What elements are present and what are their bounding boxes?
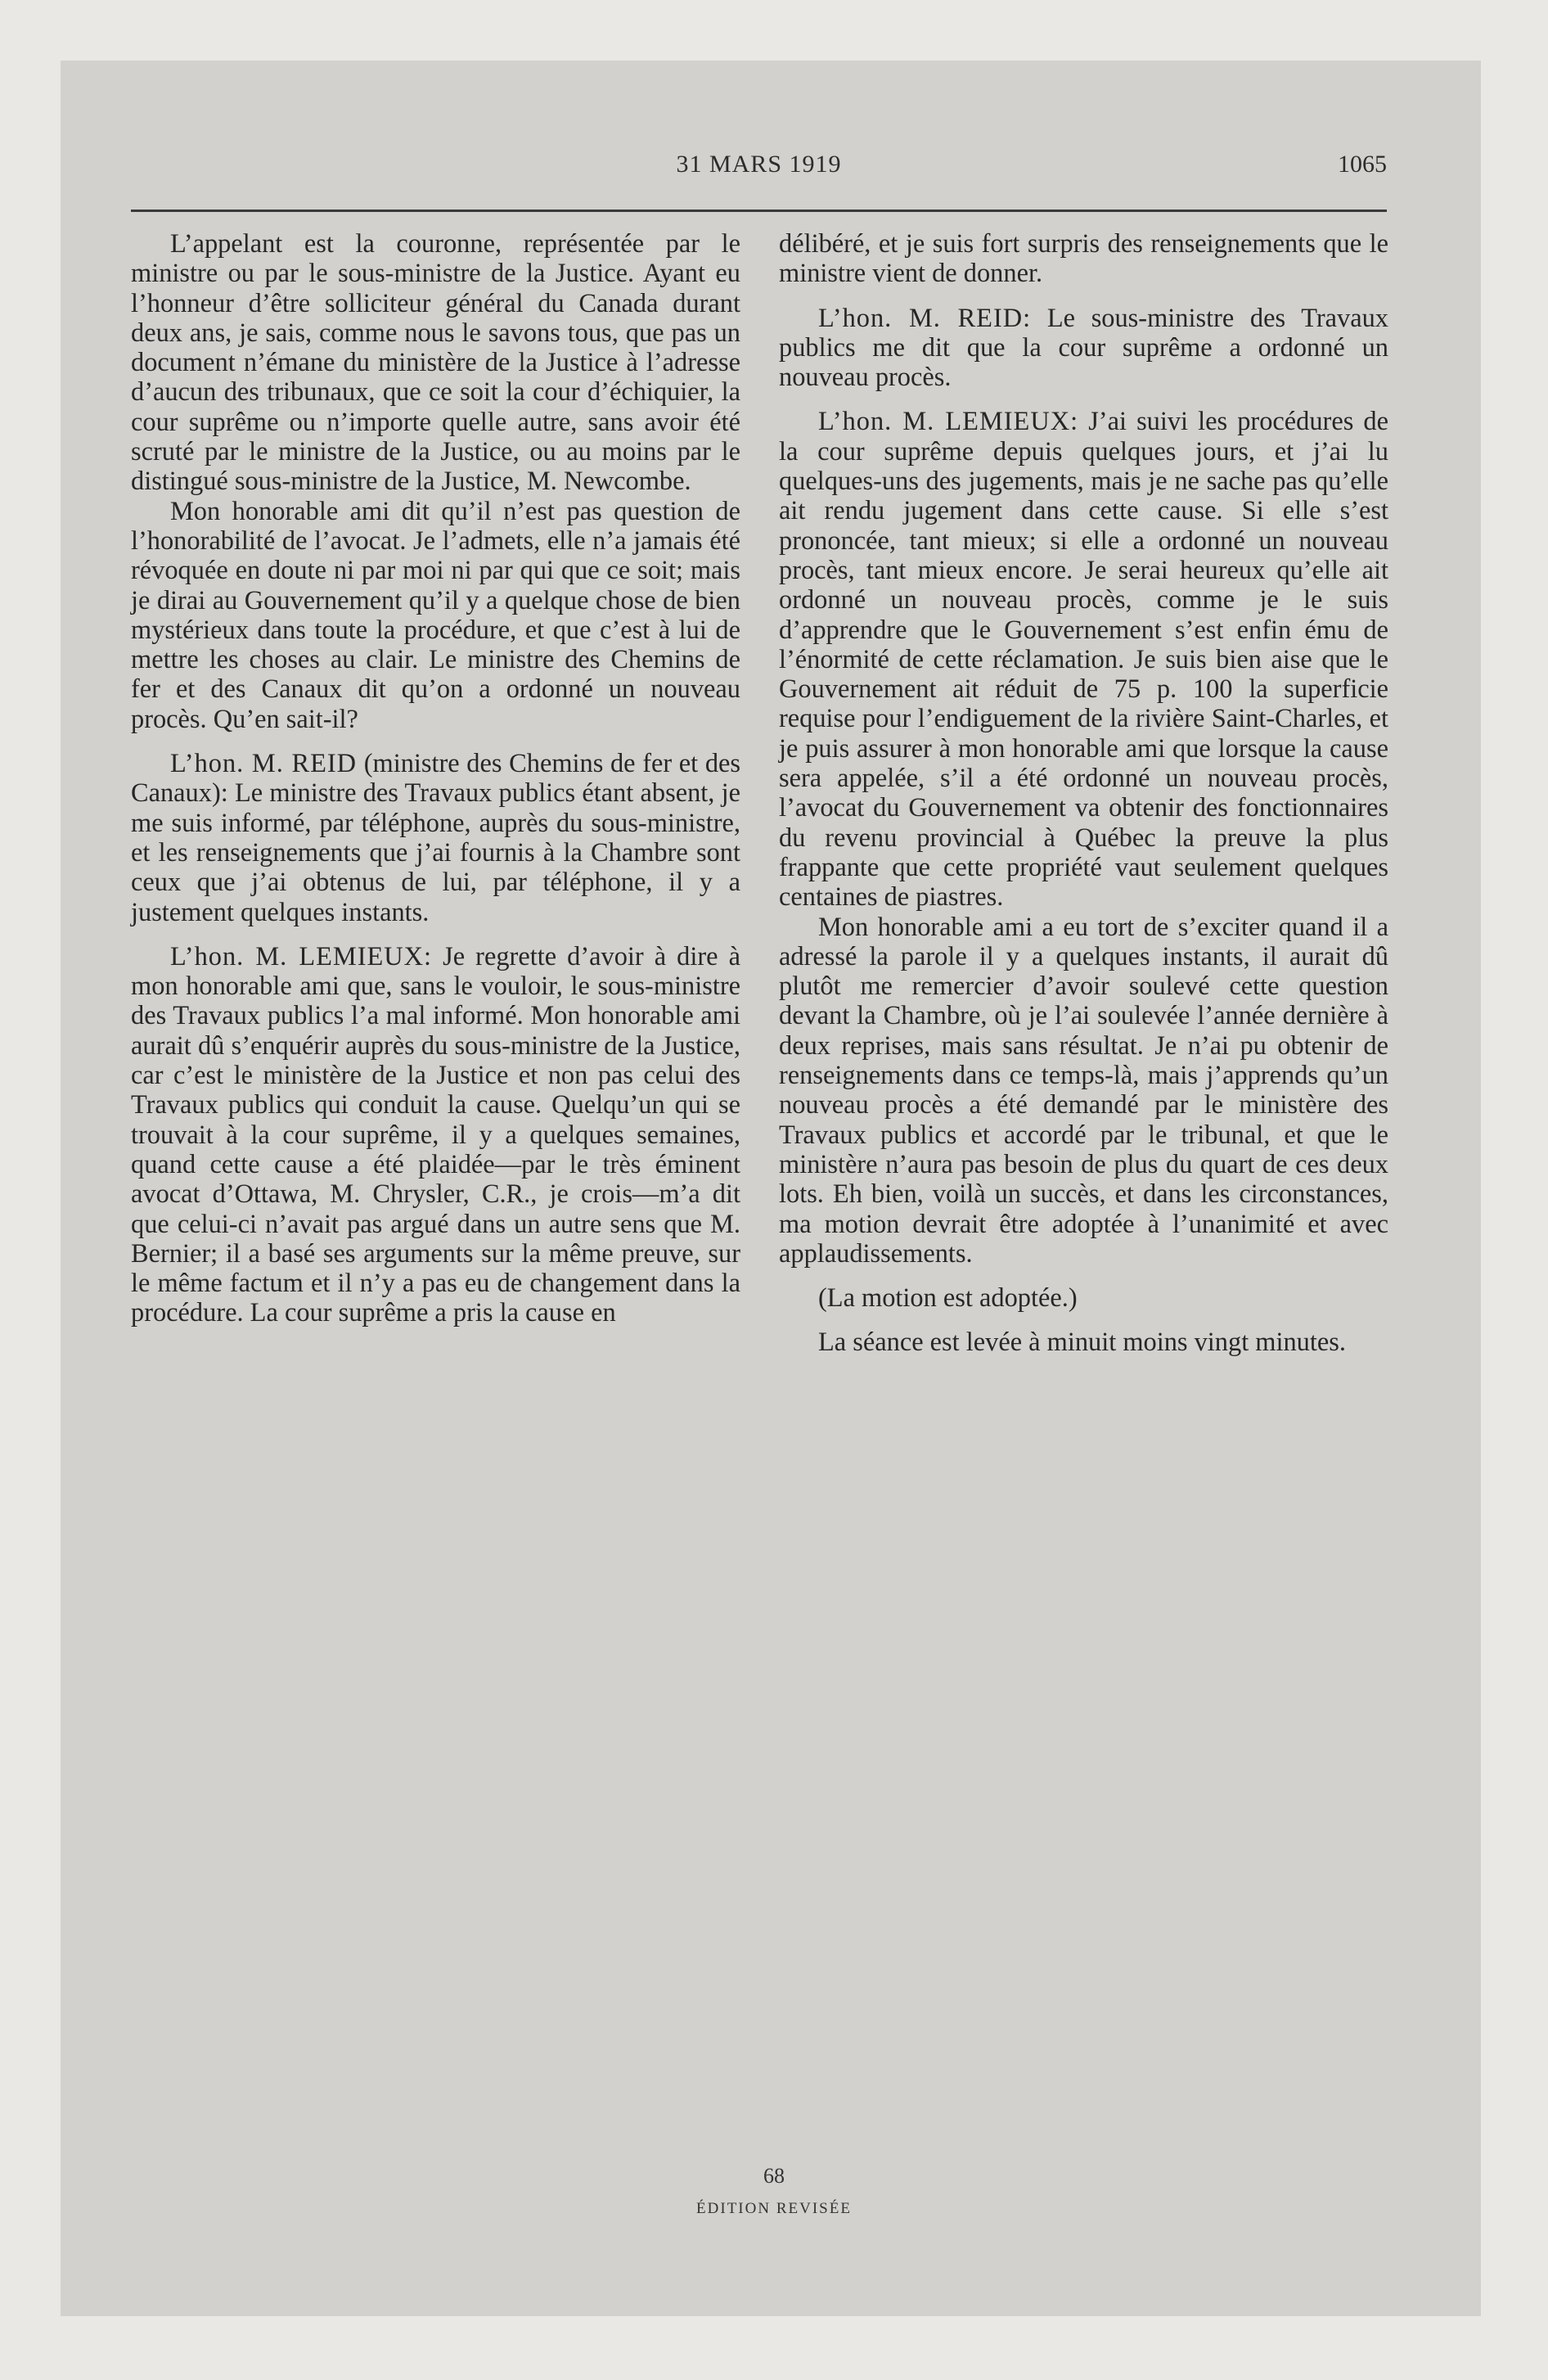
speech-paragraph — [779, 304, 1388, 393]
speech-text: Le sous-ministre des Travaux publics me dit que la cour suprême a ordonné un nouveau procès. — [779, 303, 1388, 393]
speech-paragraph — [131, 749, 740, 927]
paragraph: Mon honorable ami dit qu’il n’est pas question de l’honorabilité de l’avocat. Je l’admets, elle n’a jamais été révoquée en doute ni par moi ni par qui que ce soit; mais je dirai au Gouvernement qu’il y a quelque chose de bien mystérieux dans toute la procédure, et que c’est à lui de mettre les choses au clair. Le ministre des Chemins de fer et des Canaux dit qu’on a ordonné un nouveau procès. Qu’en sait-il? — [131, 496, 740, 734]
speaker-name: L’hon. M. REID: — [818, 303, 1032, 333]
paragraph: L’appelant est la couronne, représentée par le ministre ou par le sous-ministre de la Justice. Ayant eu l’honneur d’être solliciteur général du Canada durant deux ans, je sais, comme nous le savons tous, que pas un document n’émane du ministère de la Justice à l’adresse d’aucun des tribunaux, que ce soit la cour d’échiquier, la cour suprême ou n’importe quelle autre, sans avoir été scruté par le ministre de la Justice, ou au moins par le distingué sous-ministre de la Justice, M. Newcombe. — [131, 229, 740, 497]
speech-paragraph — [131, 942, 740, 1328]
paragraph: Mon honorable ami a eu tort de s’exciter quand il a adressé la parole il y a quelques instants, il aurait dû plutôt me remercier d’avoir soulevé cette question devant la Chambre, où je l’ai soulevée l’année dernière à deux reprises, mais sans résultat. Je n’ai pu obtenir de renseignements dans ce temps-là, mais j’apprends qu’un nouveau procès a été demandé par le ministère des Travaux publics et accordé par le tribunal, et que le ministère n’aura pas besoin de plus du quart de ces deux lots. Eh bien, voilà un succès, et dans les circonstances, ma motion devrait être adoptée à l’unanimité et avec applaudissements. — [779, 912, 1388, 1269]
speech-text: (ministre des Chemins de fer et des Canaux): Le ministre des Travaux publics étant absent, je me suis informé, par téléphone, auprès du sous-ministre, et les renseignements que j’ai fournis à la Chambre sont ceux que j’ai obtenus de lui, par téléphone, il y a justement quelques instants. — [131, 749, 740, 927]
speech-text: J’ai suivi les procédures de la cour suprême depuis quelques jours, et j’ai lu quelques-uns des jugements, mais je ne sache pas qu’elle ait rendu jugement dans cette cause. Si elle s’est prononcée, tant mieux; si elle a ordonné un nouveau procès, tant mieux encore. Je serai heureux qu’elle ait ordonné un nouveau procès, comme je le suis d’apprendre que le Gouvernement s’est enfin ému de l’énormité de cette réclamation. Je suis bien aise que le Gouvernement ait réduit de 75 p. 100 la superficie requise pour l’endiguement de la rivière Saint-Charles, et je puis assurer à mon honorable ami que lorsque la cause sera appelée, s’il a été ordonné un nouveau procès, l’avocat du Gouvernement va obtenir des fonctionnaires du revenu provincial à Québec la preuve la plus frappante que cette propriété vaut seulement quelques centaines de piastres. — [779, 407, 1388, 913]
paragraph: délibéré, et je suis fort surpris des renseignements que le ministre vient de donner. — [779, 229, 1388, 289]
header-date: 31 MARS 1919 — [676, 151, 842, 178]
speaker-name: L’hon. M. LEMIEUX: — [170, 941, 433, 971]
speech-paragraph — [779, 407, 1388, 912]
signature-number: 68 — [763, 2164, 785, 2188]
right-column — [779, 229, 1388, 1358]
speaker-name: L’hon. M. REID — [170, 749, 358, 779]
edition-label: ÉDITION REVISÉE — [696, 2200, 852, 2217]
header-rule — [131, 210, 1387, 212]
page-header — [131, 151, 1387, 180]
header-page-number: 1065 — [1338, 151, 1387, 178]
speaker-name: L’hon. M. LEMIEUX: — [818, 407, 1079, 437]
motion-note: (La motion est adoptée.) — [818, 1283, 1078, 1314]
closing-note: La séance est levée à minuit moins vingt minutes. — [818, 1327, 1346, 1358]
left-column — [131, 229, 740, 1328]
speech-text: Je regrette d’avoir à dire à mon honorable ami que, sans le vouloir, le sous-ministre des Travaux publics l’a mal informé. Mon honorable ami aurait dû s’enquérir auprès du sous-ministre de la Justice, car c’est le ministère de la Justice et non pas celui des Travaux publics qui conduit la cause. Quelqu’un qui se trouvait à la cour suprême, il y a quelques semaines, quand cette cause a été plaidée—par le très éminent avocat d’Ottawa, M. Chrysler, C.R., je crois—m’a dit que celui-ci n’avait pas argué dans un autre sens que M. Bernier; il a basé ses arguments sur la même preuve, sur le même factum et il n’y a pas eu de changement dans la procédure. La cour suprême a pris la cause en — [131, 941, 740, 1328]
